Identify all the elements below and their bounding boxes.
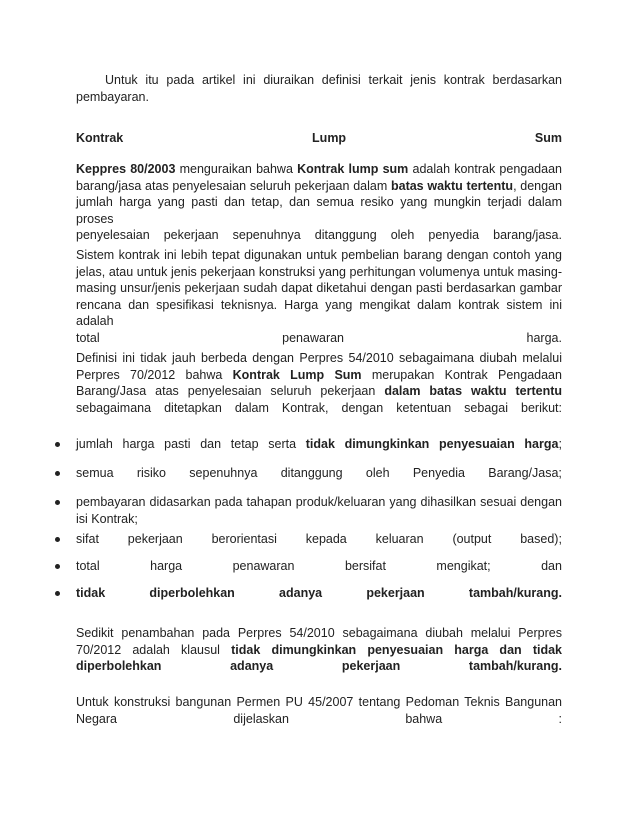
p2-last-word: harga. <box>526 330 562 345</box>
bullet-word: Penyedia <box>412 466 465 480</box>
bullet-word: tambah/kurang. <box>468 586 562 600</box>
konstruksi-paragraph <box>76 694 562 727</box>
intro-line-2: pembayaran. <box>76 89 149 104</box>
p5-last-line <box>76 711 562 728</box>
batas-waktu-term: batas waktu tertentu <box>390 178 514 193</box>
batas-waktu-term: dalam batas waktu tertentu <box>384 384 562 398</box>
bullet-word: serta <box>268 437 297 451</box>
p2-last-line <box>76 330 562 347</box>
bullet-2-text <box>76 465 562 482</box>
p1-last-word: oleh <box>390 228 415 242</box>
p2-body: Sistem kontrak ini lebih tepat digunakan untuk pembelian barang dengan contoh yang jelas, atau untuk jenis pekerjaan konstruksi yang perhitungan volumenya untuk masing-masing unsur/jenis pekerjaan sudah dapat diketahui dengan pasti berdasarkan gambar rencana dan spesifikasi teknisnya. Harga yang mengikat dalam kontrak sistem ini adalah <box>76 248 562 328</box>
bullet-1-text <box>76 436 562 453</box>
p2-last-word: total <box>76 330 100 345</box>
heading-word-2: Lump <box>312 131 347 145</box>
keppres-ref: Keppres 80/2003 <box>76 162 176 176</box>
bullet-word: Barang/Jasa; <box>488 466 562 480</box>
definisi-paragraph <box>76 350 562 416</box>
kontrak-lump-sum-term: Kontrak lump sum <box>297 162 409 176</box>
bullet-word: risiko <box>136 466 166 480</box>
bullet-word: kepada <box>305 532 347 546</box>
kontrak-lump-sum-term: Kontrak Lump Sum <box>232 367 362 382</box>
section-heading <box>76 130 562 147</box>
bullet-icon <box>55 564 60 569</box>
bullet-word: mengikat; <box>436 559 491 573</box>
bullet-word: ditanggung <box>280 466 343 480</box>
p4-last-word: pekerjaan <box>341 659 401 673</box>
bullet-word: harga <box>150 559 183 573</box>
bullet-icon <box>55 591 60 596</box>
bullet-word: keluaran <box>375 532 424 546</box>
bullet-icon <box>55 442 60 447</box>
bullet-icon <box>55 500 60 505</box>
p5-body: Untuk konstruksi bangunan Permen PU 45/2007 tentang Pedoman Teknis Bangunan <box>76 695 562 709</box>
p1-last-word: sepenuhnya <box>232 228 301 242</box>
bullet-word: sifat <box>76 532 99 546</box>
bullet-bold-word: tidak <box>305 437 335 451</box>
bullet-word: total <box>76 559 100 573</box>
p1-text-1: menguraikan bahwa <box>175 162 298 176</box>
p1-last-word: barang/jasa. <box>493 228 562 242</box>
bullet-word: (output <box>452 532 492 546</box>
p4-last-word: adanya <box>230 659 274 673</box>
p3-text-3: sebagaimana ditetapkan dalam Kontrak, dengan ketentuan sebagai berikut: <box>76 400 562 415</box>
p1-last-word: pekerjaan <box>163 228 219 242</box>
bullet-word: pekerjaan <box>127 532 183 546</box>
bullet-word: tetap <box>230 437 259 451</box>
bullet-6-text <box>76 585 562 602</box>
p1-last-word: penyelesaian <box>76 228 150 242</box>
p1-text-3: , dengan jumlah harga yang pasti dan tetap, dan semua resiko yang mungkin terjadi dalam proses <box>76 178 562 226</box>
p1-last-word: penyedia <box>428 228 480 242</box>
bullet-word: pekerjaan <box>366 586 425 600</box>
bullet-word: pasti <box>164 437 191 451</box>
penambahan-paragraph <box>76 625 562 675</box>
bullet-bold-word: penyesuaian <box>438 437 515 451</box>
bullet-5-text <box>76 558 562 575</box>
intro-paragraph <box>76 72 562 105</box>
p3-text-2: merupakan Kontrak Pengadaan Barang/Jasa atas penyelesaian seluruh pekerjaan <box>76 367 562 398</box>
p1-text-2: adalah kontrak pengadaan barang/jasa atas penyelesaian seluruh pekerjaan dalam <box>76 162 562 193</box>
p1-last-line <box>76 227 562 244</box>
bullet-word: dan <box>200 437 222 451</box>
bullet-icon <box>55 471 60 476</box>
intro-line-1: Untuk itu pada artikel ini diuraikan definisi terkait jenis kontrak berdasarkan <box>105 73 562 87</box>
bullet-bold-word: harga <box>524 437 559 451</box>
bullet-word: dan <box>541 559 562 573</box>
bullet-icon <box>55 537 60 542</box>
bullet-word: oleh <box>365 466 390 480</box>
bullet-word: sepenuhnya <box>189 466 258 480</box>
p5-last-word: Negara <box>76 711 117 726</box>
heading-word-1: Kontrak <box>76 131 124 145</box>
p4-text-1: Sedikit penambahan pada Perpres 54/2010 sebagaimana diubah melalui Perpres 70/2012 adalah klausul <box>76 626 562 657</box>
p5-last-word: dijelaskan <box>233 711 289 726</box>
bullet-4-text <box>76 531 562 548</box>
bullet-word: jumlah <box>76 437 113 451</box>
p2-last-word: penawaran <box>282 330 345 345</box>
keppres-paragraph <box>76 161 562 244</box>
bullet-word: penawaran <box>232 559 295 573</box>
p4-last-word: tambah/kurang. <box>468 659 562 673</box>
bullet-word: adanya <box>279 586 323 600</box>
bullet-bold-word: dimungkinkan <box>344 437 430 451</box>
p5-last-word: bahwa <box>405 711 443 726</box>
p4-last-line <box>76 658 562 675</box>
bullet-word: tidak <box>76 586 106 600</box>
p5-last-word: : <box>558 711 562 726</box>
bullet-word: harga <box>122 437 155 451</box>
heading-word-3: Sum <box>534 131 562 145</box>
p1-last-word: ditanggung <box>314 228 377 242</box>
bullet-word: diperbolehkan <box>149 586 235 600</box>
bullet-3-text: pembayaran didasarkan pada tahapan produk/keluaran yang dihasilkan sesuai dengan isi Kontrak; <box>76 495 562 526</box>
p3-text-1: Definisi ini tidak jauh berbeda dengan Perpres 54/2010 sebagaimana diubah melalui Perpres 70/2012 bahwa <box>76 351 562 382</box>
bullet-word: based); <box>520 532 562 546</box>
bullet-word: bersifat <box>344 559 386 573</box>
p4-last-word: diperbolehkan <box>76 659 162 673</box>
bullet-word: semua <box>76 466 114 480</box>
sistem-kontrak-paragraph <box>76 247 562 346</box>
bullet-tail: ; <box>558 437 562 451</box>
klausul-term: tidak dimungkinkan penyesuaian harga dan tidak <box>231 642 562 657</box>
bullet-word: berorientasi <box>211 532 277 546</box>
